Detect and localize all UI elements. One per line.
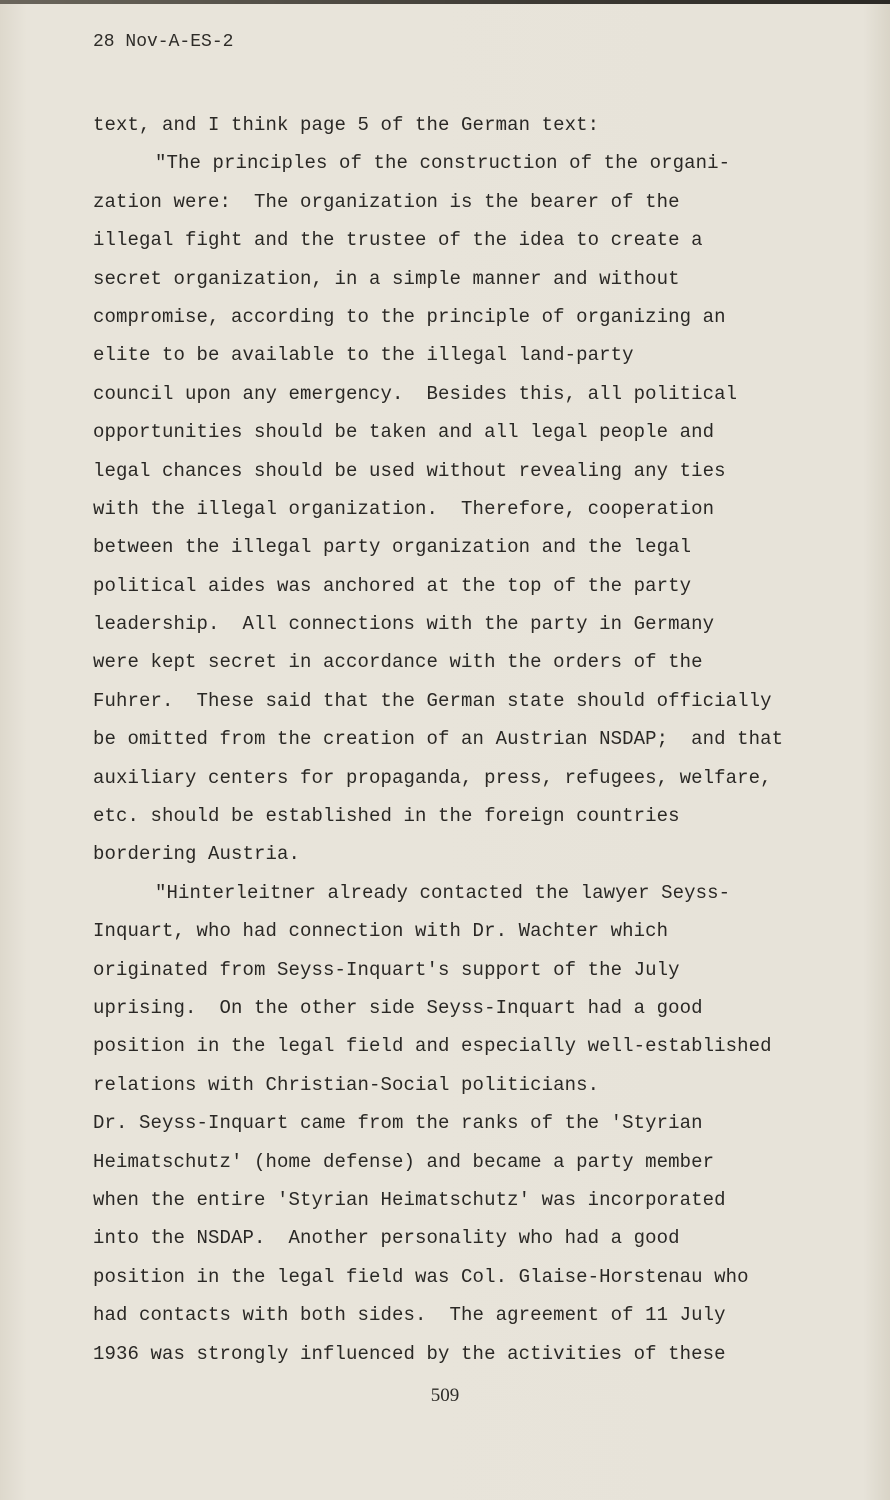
text-line: "Hinterleitner already contacted the lawyer Seyss- [155, 881, 731, 904]
text-line: political aides was anchored at the top of the party [93, 574, 692, 597]
text-line: uprising. On the other side Seyss-Inquart had a good [93, 996, 703, 1019]
text-line: council upon any emergency. Besides this, all political [93, 382, 738, 405]
text-line: bordering Austria. [93, 843, 301, 866]
text-line: 1936 was strongly influenced by the activities of these [93, 1342, 726, 1365]
text-line: legal chances should be used without revealing any ties [93, 459, 726, 482]
text-line: originated from Seyss-Inquart's support of the July [93, 958, 680, 981]
text-line: opportunities should be taken and all legal people and [93, 421, 715, 444]
text-line: leadership. All connections with the party in Germany [93, 613, 715, 636]
document-body [93, 106, 783, 1373]
text-line: compromise, according to the principle of organizing an [93, 305, 726, 328]
text-line: be omitted from the creation of an Austrian NSDAP; and that [93, 728, 784, 751]
document-reference-header: 28 Nov-A-ES-2 [93, 32, 234, 52]
text-line: position in the legal field was Col. Glaise-Horstenau who [93, 1265, 749, 1288]
text-line: illegal fight and the trustee of the idea to create a [93, 229, 703, 252]
text-line: etc. should be established in the foreign countries [93, 805, 680, 828]
text-line: into the NSDAP. Another personality who had a good [93, 1227, 680, 1250]
text-line: Inquart, who had connection with Dr. Wachter which [93, 920, 669, 943]
text-line: when the entire 'Styrian Heimatschutz' was incorporated [93, 1188, 726, 1211]
text-line: position in the legal field and especially well-established [93, 1035, 772, 1058]
text-line: were kept secret in accordance with the orders of the [93, 651, 703, 674]
text-line: secret organization, in a simple manner and without [93, 267, 680, 290]
text-line: "The principles of the construction of the organi- [155, 152, 731, 175]
text-line: Heimatschutz' (home defense) and became a party member [93, 1150, 715, 1173]
text-line: Dr. Seyss-Inquart came from the ranks of the 'Styrian [93, 1112, 703, 1135]
text-line: relations with Christian-Social politicians. [93, 1073, 600, 1096]
text-line: had contacts with both sides. The agreement of 11 July [93, 1304, 726, 1327]
text-line: text, and I think page 5 of the German text: [93, 114, 600, 136]
text-line: auxiliary centers for propaganda, press, refugees, welfare, [93, 766, 772, 789]
text-line: between the illegal party organization and the legal [93, 536, 692, 559]
text-line: zation were: The organization is the bearer of the [93, 190, 680, 213]
page-top-edge [0, 0, 890, 4]
text-line: Fuhrer. These said that the German state should officially [93, 689, 772, 712]
page-number: 509 [430, 1385, 460, 1406]
text-line: elite to be available to the illegal land-party [93, 344, 634, 367]
text-line: with the illegal organization. Therefore, cooperation [93, 497, 715, 520]
